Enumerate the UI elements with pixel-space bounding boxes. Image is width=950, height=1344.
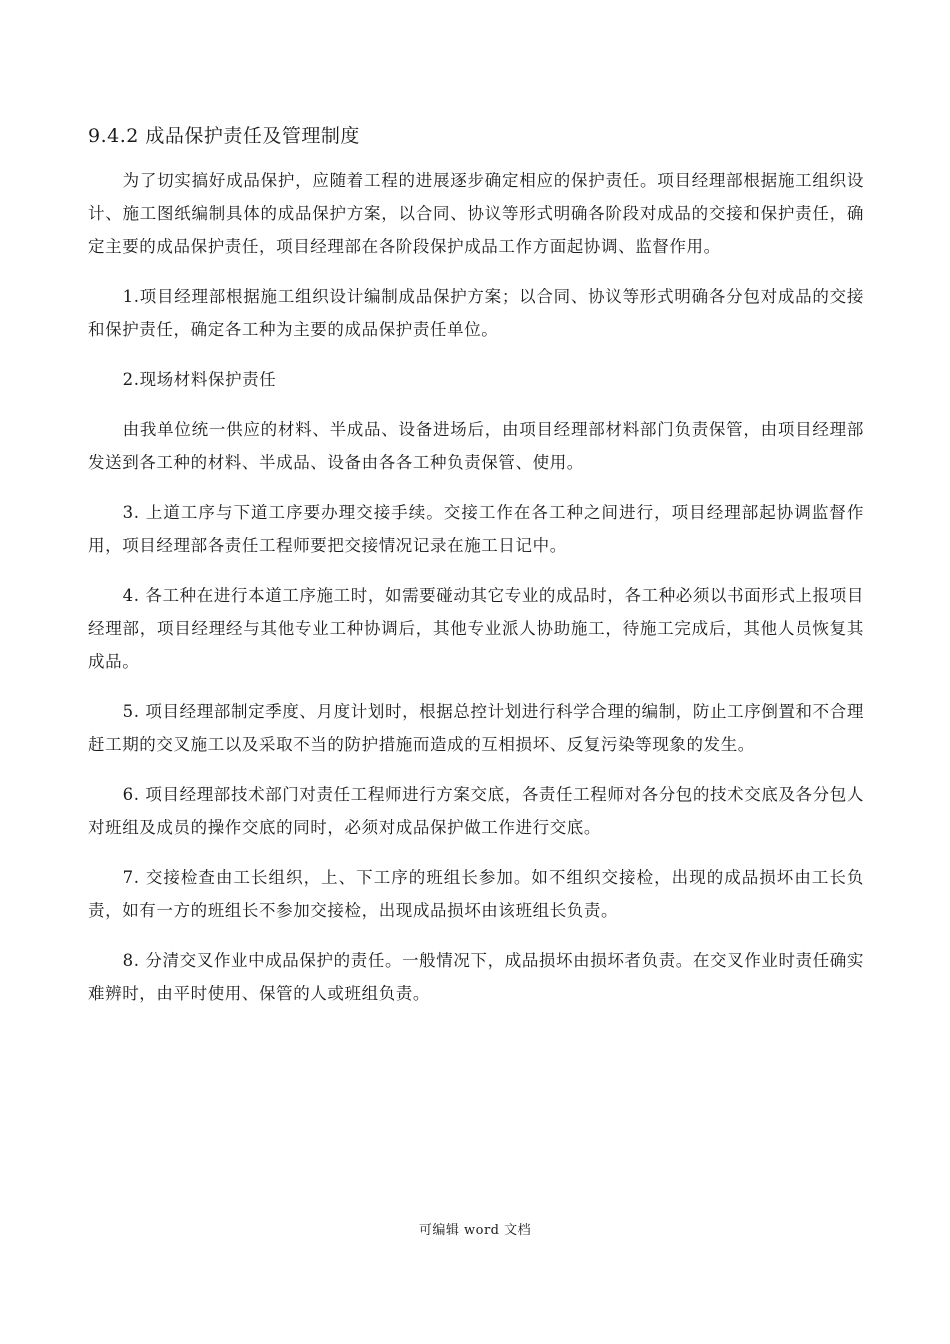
paragraph-item-3: 3. 上道工序与下道工序要办理交接手续。交接工作在各工种之间进行，项目经理部起协调监督作用，项目经理部各责任工程师要把交接情况记录在施工日记中。 — [88, 503, 864, 555]
page-footer: 可编辑 word 文档 — [418, 1223, 532, 1238]
paragraph-item-5: 5. 项目经理部制定季度、月度计划时，根据总控计划进行科学合理的编制，防止工序倒置和不合理赶工期的交叉施工以及采取不当的防护措施而造成的互相损坏、反复污染等现象的发生。 — [88, 702, 864, 754]
paragraph-item-2-body: 由我单位统一供应的材料、半成品、设备进场后，由项目经理部材料部门负责保管，由项目经理部发送到各工种的材料、半成品、设备由各各工种负责保管、使用。 — [88, 420, 864, 472]
document-body — [88, 118, 864, 1027]
paragraph-item-6: 6. 项目经理部技术部门对责任工程师进行方案交底，各责任工程师对各分包的技术交底及各分包人对班组及成员的操作交底的同时，必须对成品保护做工作进行交底。 — [88, 785, 864, 837]
paragraph-item-8: 8. 分清交叉作业中成品保护的责任。一般情况下，成品损坏由损坏者负责。在交叉作业时责任确实难辨时，由平时使用、保管的人或班组负责。 — [88, 951, 864, 1003]
paragraph-item-1: 1.项目经理部根据施工组织设计编制成品保护方案；以合同、协议等形式明确各分包对成品的交接和保护责任，确定各工种为主要的成品保护责任单位。 — [88, 287, 864, 339]
paragraph-item-4: 4. 各工种在进行本道工序施工时，如需要碰动其它专业的成品时，各工种必须以书面形式上报项目经理部，项目经理经与其他专业工种协调后，其他专业派人协助施工，待施工完成后，其他人员恢复其成品。 — [88, 586, 864, 671]
section-heading: 9.4.2 成品保护责任及管理制度 — [88, 125, 360, 147]
paragraph-intro: 为了切实搞好成品保护，应随着工程的进展逐步确定相应的保护责任。项目经理部根据施工组织设计、施工图纸编制具体的成品保护方案，以合同、协议等形式明确各阶段对成品的交接和保护责任，确定主要的成品保护责任，项目经理部在各阶段保护成品工作方面起协调、监督作用。 — [88, 171, 864, 256]
paragraph-item-7: 7. 交接检查由工长组织，上、下工序的班组长参加。如不组织交接检，出现的成品损坏由工长负责，如有一方的班组长不参加交接检，出现成品损坏由该班组长负责。 — [88, 868, 864, 920]
paragraph-item-2-title: 2.现场材料保护责任 — [122, 370, 277, 389]
